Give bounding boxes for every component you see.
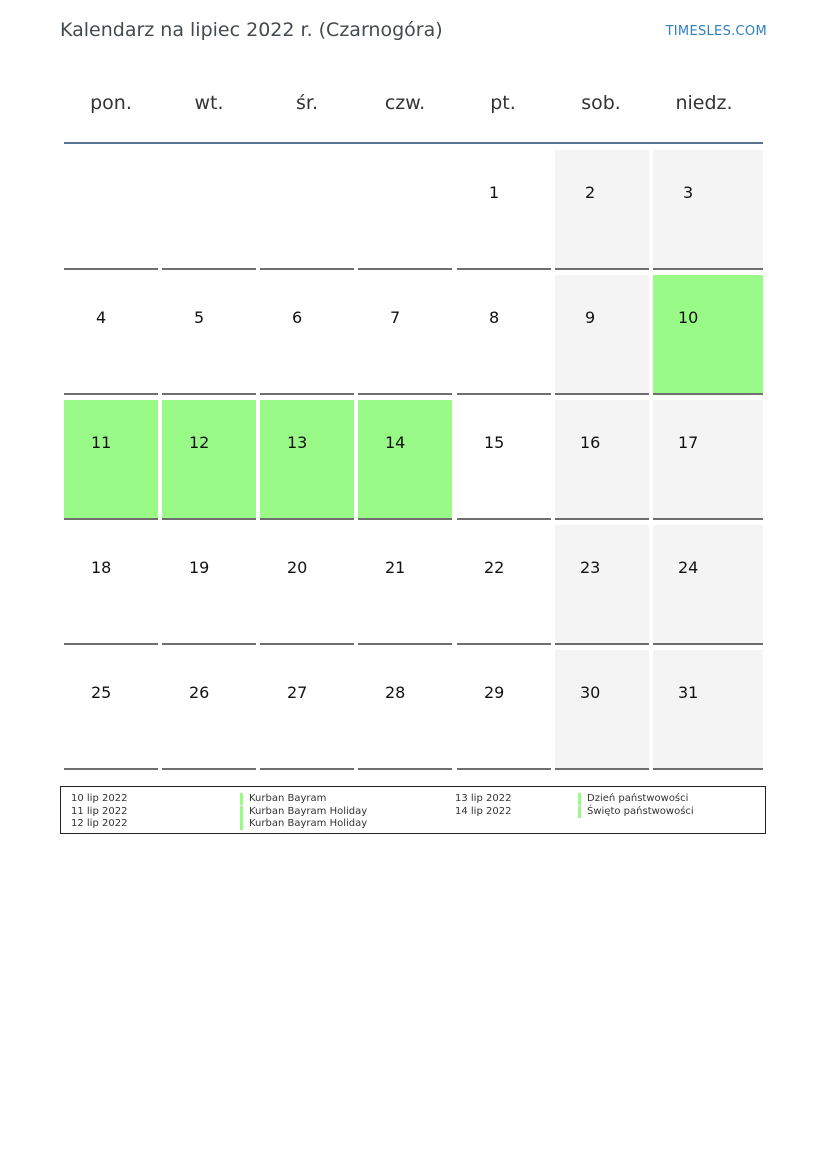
cell-underline xyxy=(64,518,158,520)
cell-underline xyxy=(555,643,649,645)
day-cell-6[interactable] xyxy=(260,275,354,395)
day-cell-17[interactable] xyxy=(653,400,763,520)
day-number: 13 xyxy=(287,433,308,452)
day-number: 23 xyxy=(580,558,601,577)
cell-underline xyxy=(457,768,551,770)
weekday-tue: wt. xyxy=(194,92,224,114)
legend-date: 11 lip 2022 xyxy=(71,806,128,817)
legend-item xyxy=(71,818,411,831)
cell-underline xyxy=(653,268,763,270)
legend-holiday-name: Kurban Bayram xyxy=(240,793,326,805)
day-number: 12 xyxy=(189,433,210,452)
day-cell-20[interactable] xyxy=(260,525,354,645)
day-number: 18 xyxy=(91,558,112,577)
day-number: 14 xyxy=(385,433,406,452)
weekday-sat: sob. xyxy=(581,92,621,114)
weekday-wed: śr. xyxy=(295,92,318,114)
day-cell-9[interactable] xyxy=(555,275,649,395)
cell-underline xyxy=(358,768,452,770)
legend-date: 13 lip 2022 xyxy=(455,793,512,804)
day-cell-8[interactable] xyxy=(457,275,551,395)
day-cell-27[interactable] xyxy=(260,650,354,770)
day-cell-11[interactable] xyxy=(64,400,158,520)
cell-underline xyxy=(358,393,452,395)
day-number: 27 xyxy=(287,683,308,702)
cell-underline xyxy=(457,518,551,520)
day-cell-31[interactable] xyxy=(653,650,763,770)
cell-underline xyxy=(260,393,354,395)
day-number: 30 xyxy=(580,683,601,702)
day-number: 9 xyxy=(585,308,596,327)
day-cell-12[interactable] xyxy=(162,400,256,520)
day-cell-28[interactable] xyxy=(358,650,452,770)
day-cell-26[interactable] xyxy=(162,650,256,770)
empty-cell-mon xyxy=(64,150,158,270)
weekday-fri: pt. xyxy=(490,92,516,114)
weekday-thu: czw. xyxy=(384,92,426,114)
legend-item xyxy=(455,806,755,819)
day-cell-16[interactable] xyxy=(555,400,649,520)
cell-underline xyxy=(64,268,158,270)
day-cell-14[interactable] xyxy=(358,400,452,520)
day-number: 11 xyxy=(91,433,112,452)
day-cell-22[interactable] xyxy=(457,525,551,645)
day-number: 26 xyxy=(189,683,210,702)
cell-underline xyxy=(162,768,256,770)
cell-underline xyxy=(457,268,551,270)
day-cell-4[interactable] xyxy=(64,275,158,395)
cell-underline xyxy=(162,393,256,395)
day-cell-24[interactable] xyxy=(653,525,763,645)
cell-underline xyxy=(358,643,452,645)
cell-underline xyxy=(64,643,158,645)
cell-underline xyxy=(653,643,763,645)
weekday-sun: niedz. xyxy=(675,92,733,114)
page-title: Kalendarz na lipiec 2022 r. (Czarnogóra) xyxy=(60,19,443,41)
empty-cell-thu xyxy=(358,150,452,270)
day-number: 25 xyxy=(91,683,112,702)
legend-holiday-name: Kurban Bayram Holiday xyxy=(240,818,367,830)
cell-underline xyxy=(162,643,256,645)
cell-underline xyxy=(555,768,649,770)
legend-holiday-name: Dzień państwowości xyxy=(578,793,688,805)
cell-underline xyxy=(64,393,158,395)
day-cell-2[interactable] xyxy=(555,150,649,270)
day-number: 16 xyxy=(580,433,601,452)
cell-underline xyxy=(358,518,452,520)
day-cell-7[interactable] xyxy=(358,275,452,395)
day-number: 4 xyxy=(96,308,107,327)
legend-item xyxy=(455,793,755,806)
day-cell-19[interactable] xyxy=(162,525,256,645)
day-number: 21 xyxy=(385,558,406,577)
day-cell-1[interactable] xyxy=(457,150,551,270)
day-number: 29 xyxy=(484,683,505,702)
cell-underline xyxy=(555,393,649,395)
day-number: 28 xyxy=(385,683,406,702)
day-cell-3[interactable] xyxy=(653,150,763,270)
cell-underline xyxy=(260,643,354,645)
cell-underline xyxy=(260,518,354,520)
day-number: 20 xyxy=(287,558,308,577)
day-number: 15 xyxy=(484,433,505,452)
cell-underline xyxy=(260,768,354,770)
cell-underline xyxy=(457,643,551,645)
day-cell-13[interactable] xyxy=(260,400,354,520)
day-cell-18[interactable] xyxy=(64,525,158,645)
cell-underline xyxy=(162,518,256,520)
cell-underline xyxy=(457,393,551,395)
day-number: 22 xyxy=(484,558,505,577)
day-number: 7 xyxy=(390,308,401,327)
brand-link[interactable]: TIMESLES.COM xyxy=(665,24,767,39)
cell-underline xyxy=(555,268,649,270)
cell-underline xyxy=(653,518,763,520)
legend-date: 14 lip 2022 xyxy=(455,806,512,817)
weekday-mon: pon. xyxy=(90,92,132,114)
day-number: 24 xyxy=(678,558,699,577)
day-cell-30[interactable] xyxy=(555,650,649,770)
day-number: 10 xyxy=(678,308,699,327)
legend-date: 10 lip 2022 xyxy=(71,793,128,804)
cell-underline xyxy=(64,768,158,770)
day-number: 5 xyxy=(194,308,205,327)
legend-item xyxy=(71,793,411,806)
cell-underline xyxy=(653,768,763,770)
day-number: 19 xyxy=(189,558,210,577)
cell-underline xyxy=(162,268,256,270)
day-cell-15[interactable] xyxy=(457,400,551,520)
day-number: 6 xyxy=(292,308,303,327)
empty-cell-tue xyxy=(162,150,256,270)
day-number: 2 xyxy=(585,183,596,202)
day-number: 31 xyxy=(678,683,699,702)
cell-underline xyxy=(653,393,763,395)
day-number: 17 xyxy=(678,433,699,452)
legend-date: 12 lip 2022 xyxy=(71,818,128,829)
day-cell-23[interactable] xyxy=(555,525,649,645)
legend-holiday-name: Święto państwowości xyxy=(578,806,694,818)
cell-underline xyxy=(260,268,354,270)
day-cell-10[interactable] xyxy=(653,275,763,395)
day-cell-21[interactable] xyxy=(358,525,452,645)
cell-underline xyxy=(358,268,452,270)
day-cell-29[interactable] xyxy=(457,650,551,770)
day-number: 1 xyxy=(489,183,500,202)
holiday-legend xyxy=(60,786,766,834)
day-number: 8 xyxy=(489,308,500,327)
cell-underline xyxy=(555,518,649,520)
empty-cell-wed xyxy=(260,150,354,270)
day-number: 3 xyxy=(683,183,694,202)
day-cell-25[interactable] xyxy=(64,650,158,770)
day-cell-5[interactable] xyxy=(162,275,256,395)
legend-holiday-name: Kurban Bayram Holiday xyxy=(240,806,367,818)
